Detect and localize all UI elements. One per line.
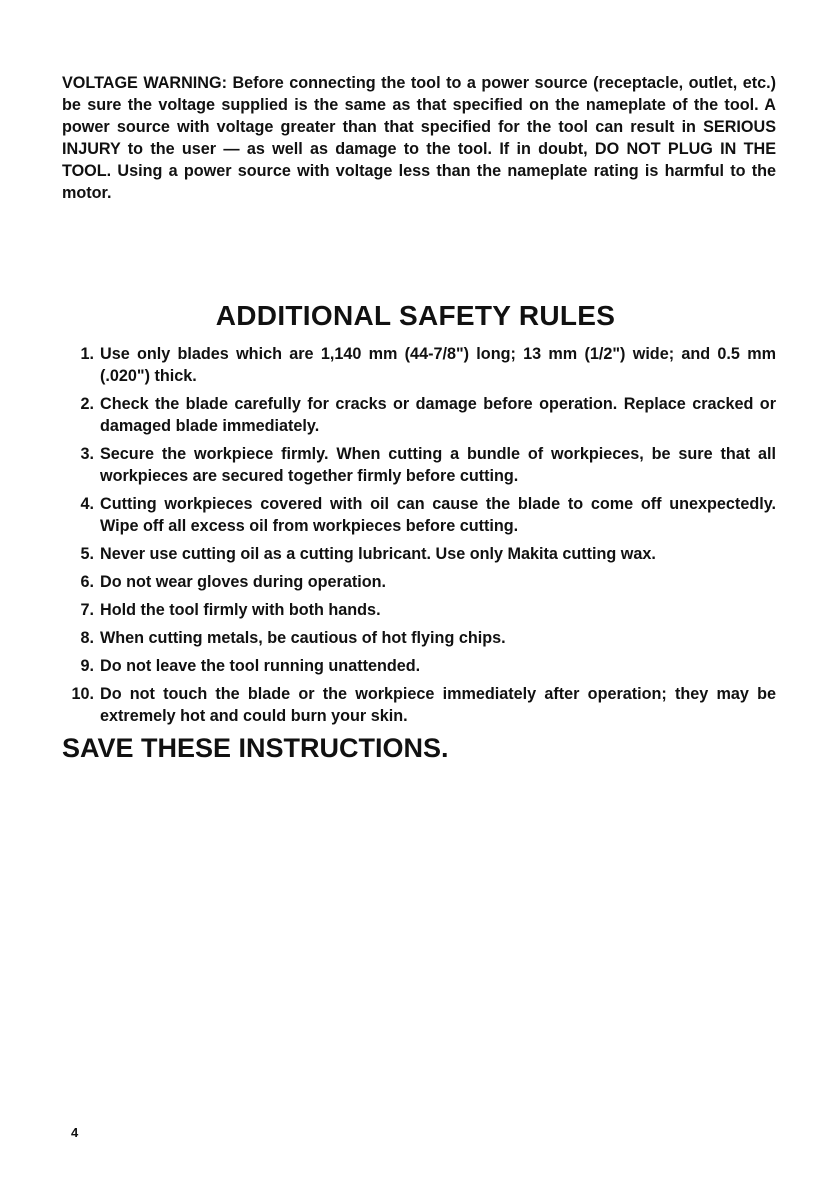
- rule-number: 9.: [80, 657, 94, 675]
- rule-number: 2.: [80, 395, 94, 413]
- rule-item-6: [62, 571, 776, 593]
- section-heading: ADDITIONAL SAFETY RULES: [215, 300, 616, 331]
- safety-rules-list: [62, 343, 776, 733]
- rule-number: 5.: [80, 545, 94, 563]
- rule-item-8: [62, 627, 776, 649]
- rule-item-4: [62, 493, 776, 537]
- rule-number: 6.: [80, 573, 94, 591]
- rule-number: 8.: [80, 629, 94, 647]
- rule-number: 1.: [80, 345, 94, 363]
- rule-text: Check the blade carefully for cracks or damage before operation. Replace cracked or damaged blade immediately.: [100, 395, 776, 435]
- rule-text: Do not touch the blade or the workpiece immediately after operation; they may be extremely hot and could burn your skin.: [100, 685, 776, 725]
- rule-text: Cutting workpieces covered with oil can cause the blade to come off unexpectedly. Wipe off all excess oil from workpieces before cutting.: [100, 495, 776, 535]
- rule-number: 10.: [71, 685, 94, 703]
- rule-item-2: [62, 393, 776, 437]
- voltage-warning-paragraph: VOLTAGE WARNING: Before connecting the tool to a power source (receptacle, outlet, etc.) be sure the voltage supplied is the same as that specified on the nameplate of the tool. A power source with voltage greater than that specified for the tool can result in SERIOUS INJURY to the user — as well as damage to the tool. If in doubt, DO NOT PLUG IN THE TOOL. Using a power source with voltage less than the nameplate rating is harmful to the motor.: [62, 74, 776, 202]
- rule-text: Secure the workpiece firmly. When cutting a bundle of workpieces, be sure that all workpieces are secured together firmly before cutting.: [100, 445, 776, 485]
- rule-item-5: [62, 543, 776, 565]
- rule-number: 3.: [80, 445, 94, 463]
- save-instructions-heading: SAVE THESE INSTRUCTIONS.: [62, 733, 449, 763]
- rule-text: Hold the tool firmly with both hands.: [100, 601, 381, 619]
- rule-text: Never use cutting oil as a cutting lubricant. Use only Makita cutting wax.: [100, 545, 656, 563]
- rule-text: When cutting metals, be cautious of hot flying chips.: [100, 629, 506, 647]
- page-number: 4: [71, 1125, 79, 1140]
- rule-text: Do not wear gloves during operation.: [100, 573, 387, 591]
- rule-item-3: [62, 443, 776, 487]
- rule-item-9: [62, 655, 776, 677]
- rule-item-10: [62, 683, 776, 727]
- rule-text: Do not leave the tool running unattended.: [100, 657, 421, 675]
- rule-number: 4.: [80, 495, 94, 513]
- rule-number: 7.: [80, 601, 94, 619]
- rule-item-1: [62, 343, 776, 387]
- rule-item-7: [62, 599, 776, 621]
- rule-text: Use only blades which are 1,140 mm (44-7/8") long; 13 mm (1/2") wide; and 0.5 mm (.020") thick.: [100, 345, 776, 385]
